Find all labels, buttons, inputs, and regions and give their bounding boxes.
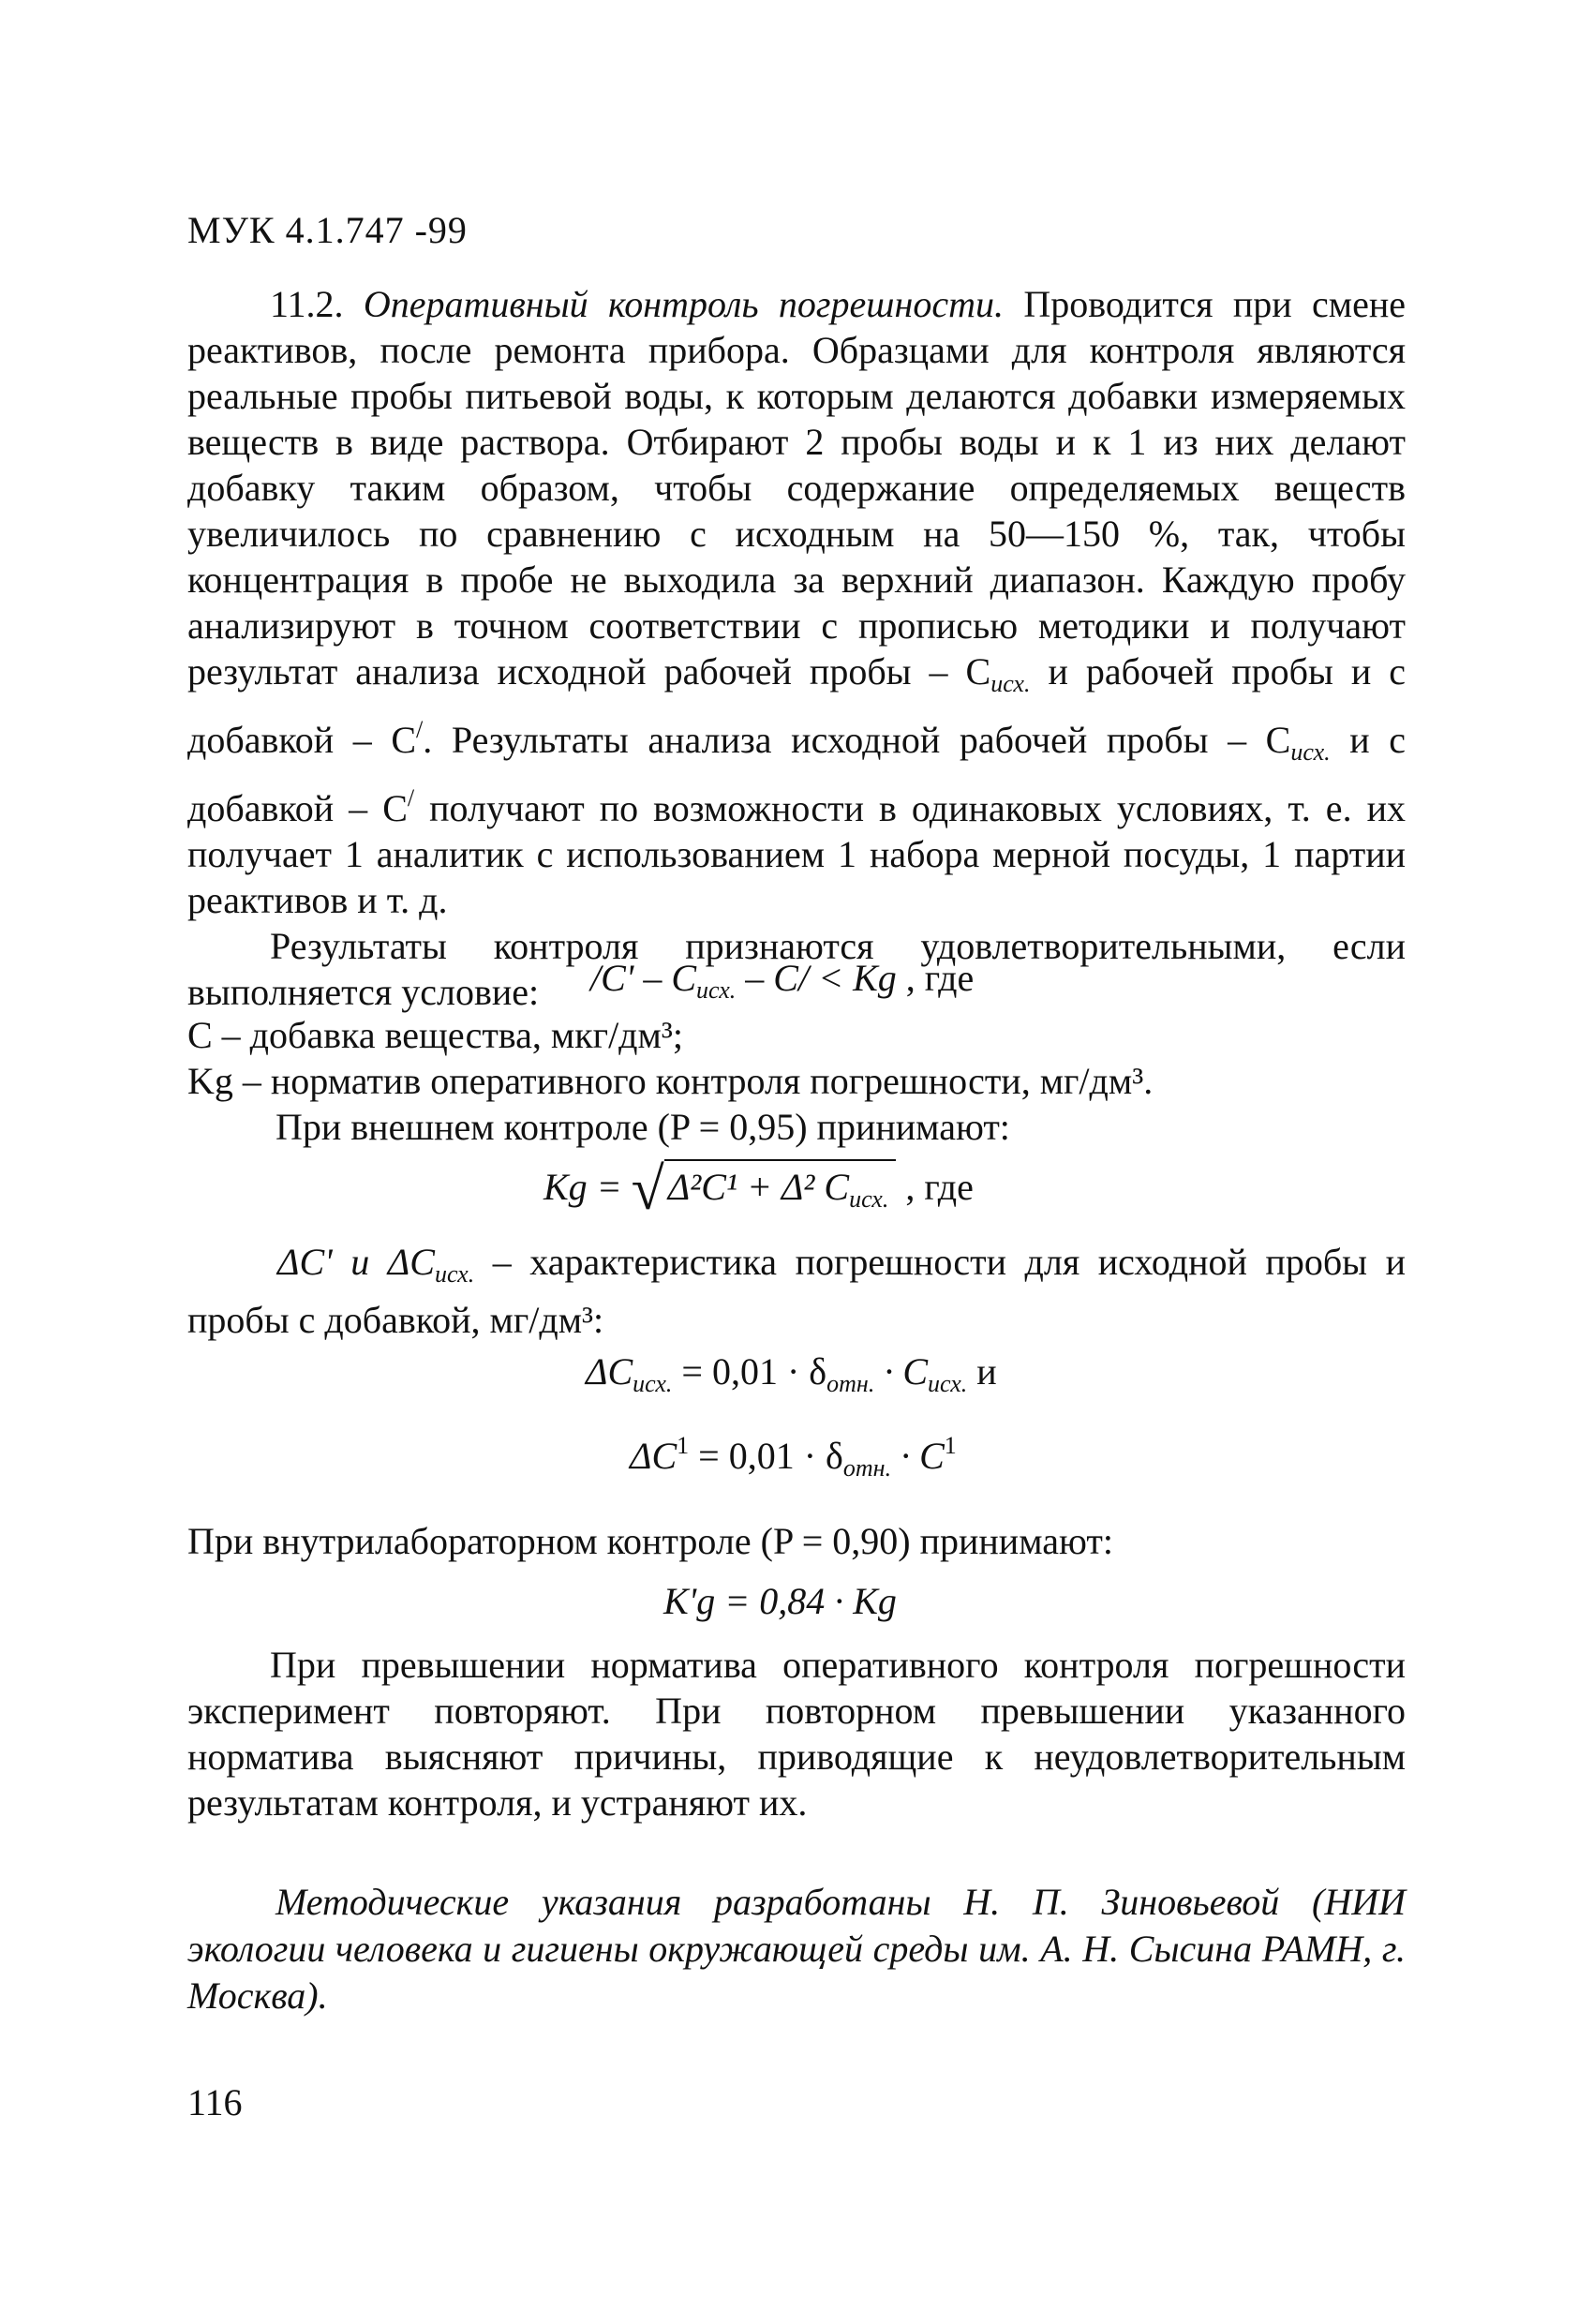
section-11-2: [187, 281, 1406, 1015]
section-paragraph: 11.2. Оперативный контроль погрешности. Проводится при смене реактивов, после ремонта прибора. Образцами для контроля являются реальные пробы питьевой воды, к которым делаются добавки измеряемых веществ в виде раствора. Отбирают 2 пробы воды и к 1 из них делают добавку таким образом, чтобы содержание определяемых веществ увеличилось по сравнению с исходным на 50—150 %, так, чтобы концентрация в пробе не выходила за верхний диапазон. Каждую пробу анализируют в точном соответствии с прописью методики и получают результат анализа исходной рабочей пробы – $C_{исх.}$ и рабочей пробы и с добавкой – C/. Результаты анализа исходной рабочей пробы – $C_{исх.}$ и с добавкой – C/ получают по возможности в одинаковых условиях, т. е. их получает 1 аналитик с использованием 1 набора мерной посуды, 1 партии реактивов и т. д.: [187, 283, 1407, 921]
section-heading: Оперативный контроль погрешности.: [363, 283, 1004, 325]
kprime-formula: K'g = 0,84 · Kg: [663, 1580, 897, 1622]
square-root: √ Δ²C¹ + Δ² $C_{исх.}$: [632, 1155, 897, 1224]
condition-paragraph: Результаты контроля признаются удовлетворительными, если выполняется условие:: [187, 925, 1406, 1013]
delta-description: ΔC' и $\Delta C_{исх.}$ – характеристика погрешности для исходной пробы и пробы с добавкой, мг/дм³:: [187, 1241, 1407, 1341]
section-number: 11.2.: [270, 283, 344, 325]
kg-formula: Kg = √ Δ²C¹ + Δ² $C_{исх.}$ , где: [543, 1155, 974, 1222]
document-code: МУК 4.1.747 -99: [187, 209, 468, 251]
delta-c1-formula: $\Delta C^1 = 0,01 \cdot \delta_{отн.} \cdot C^1$: [630, 1432, 957, 1482]
condition-formula: $/C' - C_{исх.} - C/ < Kg$ , где: [590, 957, 975, 1004]
page-number: 116: [187, 2081, 243, 2123]
delta-cisx-formula: $\Delta C_{исх.} = 0,01 \cdot \delta_{отн.} \cdot C_{исх.}$ и: [586, 1350, 997, 1397]
c-definition: C – добавка вещества, мкг/дм³;: [187, 1014, 683, 1056]
kg-definition: Kg – норматив оперативного контроля погрешности, мг/дм³.: [187, 1060, 1154, 1102]
authors-credit: Методические указания разработаны Н. П. Зиновьевой (НИИ экологии человека и гигиены окружающей среды им. А. Н. Сысина РАМН, г. Москва).: [187, 1881, 1406, 2017]
internal-control: При внутрилабораторном контроле (P = 0,90) принимают:: [187, 1520, 1113, 1562]
external-control-text: При внешнем контроле (P = 0,95) принимают:: [275, 1106, 1010, 1148]
definitions: [187, 1012, 1406, 1150]
exceed-paragraph: При превышении норматива оперативного контроля погрешности эксперимент повторяют. При повторном превышении указанного норматива выясняют причины, приводящие к неудовлетворительным результатам контроля, и устраняют их.: [187, 1644, 1406, 1824]
